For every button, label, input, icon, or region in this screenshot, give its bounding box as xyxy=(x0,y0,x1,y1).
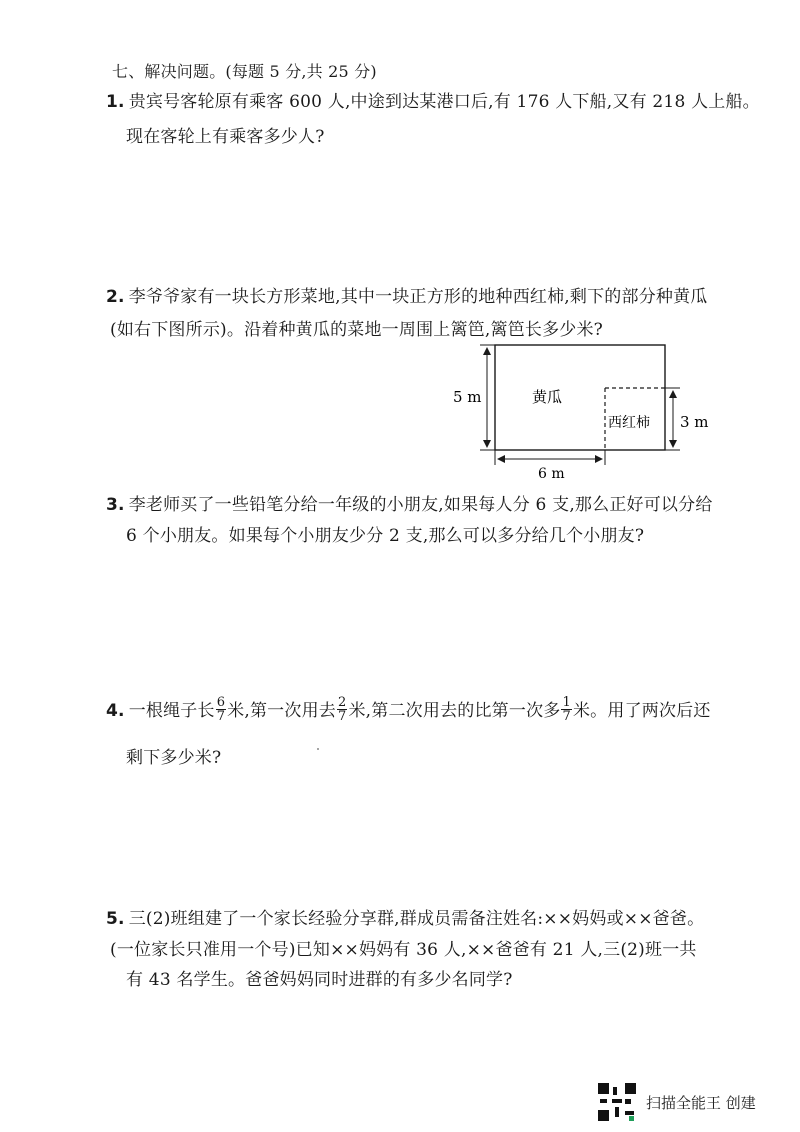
cucumber-label: 黄瓜 xyxy=(532,388,563,406)
question-4-text-4: 米。用了两次后还 xyxy=(572,701,711,721)
question-4-text-1: 一根绳子长 xyxy=(128,701,215,721)
question-1-text-1: 贵宾号客轮原有乘客 600 人,中途到达某港口后,有 176 人下船,又有 218 人上船。 xyxy=(128,92,760,112)
qr-code-icon xyxy=(598,1083,636,1121)
question-3-text-1: 李老师买了一些铅笔分给一年级的小朋友,如果每人分 6 支,那么正好可以分给 xyxy=(128,495,713,515)
garden-diagram xyxy=(450,335,725,485)
question-3-number: 3. xyxy=(106,495,125,515)
question-5-line-2: (一位家长只准用一个号)已知××妈妈有 36 人,××爸爸有 21 人,三(2)班一共 xyxy=(110,940,697,960)
watermark-text: 扫描全能王 创建 xyxy=(646,1093,756,1112)
question-1-line-1 xyxy=(106,90,760,114)
section-heading: 七、解决问题。(每题 5 分,共 25 分) xyxy=(112,62,377,81)
scanner-watermark xyxy=(598,1083,756,1121)
question-2-text-1: 李爷爷家有一块长方形菜地,其中一块正方形的地种西红柿,剩下的部分种黄瓜 xyxy=(128,287,708,307)
question-5-number: 5. xyxy=(106,909,125,929)
question-1-number: 1. xyxy=(106,92,125,112)
height-label: 5 m xyxy=(453,388,482,406)
tomato-label: 西红柿 xyxy=(608,415,650,431)
square-side-label: 3 m xyxy=(680,413,709,431)
fraction-one-seventh: $\frac{1}{7}$ xyxy=(562,695,571,724)
question-4-line-2: 剩下多少米? xyxy=(126,748,222,768)
question-5-line-1 xyxy=(106,907,704,931)
fraction-two-sevenths: $\frac{2}{7}$ xyxy=(337,695,347,724)
question-1-line-2: 现在客轮上有乘客多少人? xyxy=(126,127,325,147)
question-4-number: 4. xyxy=(106,701,125,721)
scan-speck xyxy=(317,748,319,750)
question-4-text-3: 米,第二次用去的比第一次多 xyxy=(348,701,561,721)
question-3-line-2: 6 个小朋友。如果每个小朋友少分 2 支,那么可以多分给几个小朋友? xyxy=(126,526,645,546)
question-4-text-2: 米,第一次用去 xyxy=(227,701,336,721)
width-label: 6 m xyxy=(538,466,565,482)
question-5-text-1: 三(2)班组建了一个家长经验分享群,群成员需备注姓名:××妈妈或××爸爸。 xyxy=(128,909,705,929)
question-3-line-1 xyxy=(106,493,713,517)
question-2-number: 2. xyxy=(106,287,125,307)
question-2-line-1 xyxy=(106,285,708,309)
fraction-six-sevenths: $\frac{6}{7}$ xyxy=(216,695,226,724)
question-2-line-2: (如右下图所示)。沿着种黄瓜的菜地一周围上篱笆,篱笆长多少米? xyxy=(110,320,603,340)
question-4-line-1 xyxy=(106,695,711,725)
garden-outer-rect xyxy=(495,345,665,450)
question-5-line-3: 有 43 名学生。爸爸妈妈同时进群的有多少名同学? xyxy=(126,970,513,990)
